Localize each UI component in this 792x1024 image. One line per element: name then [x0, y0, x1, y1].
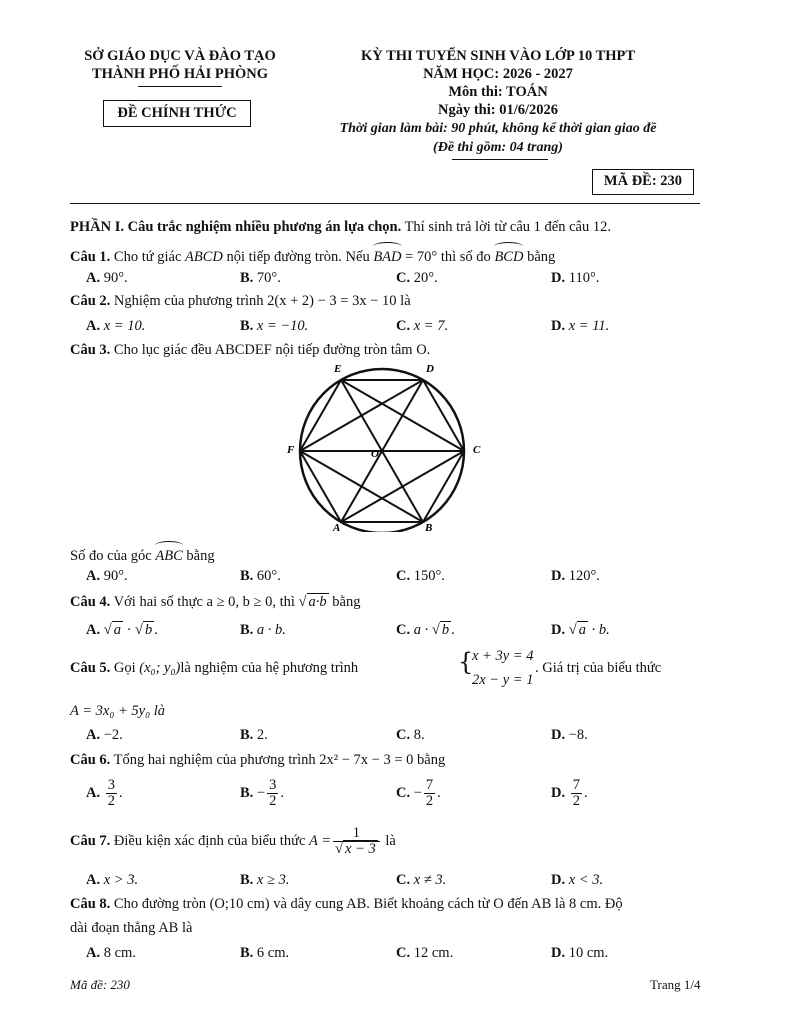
- system-eq1: x + 3y = 4: [472, 648, 534, 664]
- question-3-prompt: Số đo của góc ABC bằng: [70, 545, 215, 565]
- q8-option-a[interactable]: A. 8 cm.: [86, 945, 136, 961]
- header-underline: [138, 86, 222, 87]
- q2-option-b[interactable]: B. x = −10.: [240, 318, 309, 334]
- label-B: B: [425, 522, 433, 532]
- q7-option-d[interactable]: D. x < 3.: [551, 872, 604, 888]
- q1-option-c[interactable]: C. 20°.: [396, 270, 438, 286]
- q1-option-a[interactable]: A. 90°.: [86, 270, 128, 286]
- q3-option-a[interactable]: A. 90°.: [86, 568, 128, 584]
- label-A: A: [333, 522, 341, 532]
- q8-option-b[interactable]: B. 6 cm.: [240, 945, 290, 961]
- city-name: THÀNH PHỐ HẢI PHÒNG: [91, 66, 269, 82]
- exam-date: Ngày thi: 01/6/2026: [437, 102, 559, 118]
- subject: Môn thi: TOÁN: [448, 84, 548, 100]
- q6-option-d[interactable]: D. $\frac{7}{2}$ .: [551, 777, 588, 810]
- q7-option-c[interactable]: C. x ≠ 3.: [396, 872, 447, 888]
- question-5: Câu 5. Gọi (x₀; y₀)là nghiệm của hệ phương trình: [70, 660, 359, 676]
- footer-page: Trang 1/4: [650, 977, 701, 992]
- exam-title: KỲ THI TUYỂN SINH VÀO LỚP 10 THPT: [360, 48, 636, 64]
- q2-option-a[interactable]: A. x = 10.: [86, 318, 146, 334]
- label-E: E: [334, 363, 342, 375]
- q3-option-b[interactable]: B. 60°.: [240, 568, 281, 584]
- part1-title: PHẦN I. Câu trắc nghiệm nhiều phương án lựa chọn. Thí sinh trả lời từ câu 1 đến câu 12.: [70, 219, 611, 235]
- question-8-line2: dài đoạn thẳng AB là: [70, 920, 193, 936]
- department-name: SỞ GIÁO DỤC VÀ ĐÀO TẠO: [84, 48, 276, 64]
- question-5-line2: A = 3x₀ + 5y₀ là: [70, 703, 166, 719]
- q7-option-a[interactable]: A. x > 3.: [86, 872, 139, 888]
- school-year: NĂM HỌC: 2026 - 2027: [423, 66, 573, 82]
- q1-option-b[interactable]: B. 70°.: [240, 270, 281, 286]
- q6-option-b[interactable]: B. − $\frac{3}{2}$ .: [240, 777, 284, 810]
- official-label: ĐỀ CHÍNH THỨC: [117, 105, 237, 121]
- q1-option-d[interactable]: D. 110°.: [551, 270, 600, 286]
- label-D: D: [426, 363, 434, 375]
- header-underline-right: [452, 159, 548, 160]
- q2-option-c[interactable]: C. x = 7.: [396, 318, 449, 334]
- question-5-cont: . Giá trị của biểu thức: [535, 660, 662, 676]
- q8-option-c[interactable]: C. 12 cm.: [396, 945, 454, 961]
- q6-option-c[interactable]: C. − $\frac{7}{2}$ .: [396, 777, 441, 810]
- q5-option-d[interactable]: D. −8.: [551, 727, 588, 743]
- question-2: Câu 2. Nghiệm của phương trình 2(x + 2) − 3 = 3x − 10 là: [70, 293, 411, 309]
- duration: Thời gian làm bài: 90 phút, không kể thời gian giao đề: [339, 121, 657, 136]
- system-brace: {: [458, 648, 474, 676]
- question-1: Câu 1. Cho tứ giác ABCD nội tiếp đường tròn. Nếu BAD = 70° thì số đo BCD bằng: [70, 246, 555, 266]
- question-3: Câu 3. Cho lục giác đều ABCDEF nội tiếp đường tròn tâm O.: [70, 342, 431, 358]
- question-8: Câu 8. Cho đường tròn (O;10 cm) và dây cung AB. Biết khoảng cách từ O đến AB là 8 cm. Độ: [70, 896, 623, 912]
- system-eq2: 2x − y = 1: [472, 672, 534, 688]
- q4-option-c[interactable]: C. a · √ b .: [396, 622, 455, 638]
- label-C: C: [473, 444, 481, 456]
- q4-option-d[interactable]: D. √ a · b.: [551, 622, 610, 638]
- q3-option-c[interactable]: C. 150°.: [396, 568, 445, 584]
- question-7: Câu 7. Điều kiện xác định của biểu thức A = $\frac{1}{√ x - 3}$ là: [70, 825, 396, 858]
- q8-option-d[interactable]: D. 10 cm.: [551, 945, 609, 961]
- q6-option-a[interactable]: A. $\frac{3}{2}$ .: [86, 777, 123, 810]
- q2-option-d[interactable]: D. x = 11.: [551, 318, 610, 334]
- label-O: O: [371, 448, 379, 460]
- question-6: Câu 6. Tổng hai nghiệm của phương trình 2x² − 7x − 3 = 0 bằng: [70, 752, 446, 768]
- footer-code: Mã đề: 230: [70, 977, 130, 992]
- q5-option-b[interactable]: B. 2.: [240, 727, 268, 743]
- exam-code: MÃ ĐỀ: 230: [603, 173, 683, 189]
- q5-option-a[interactable]: A. −2.: [86, 727, 123, 743]
- q4-option-a[interactable]: A. √ a · √ b .: [86, 622, 158, 638]
- q5-option-c[interactable]: C. 8.: [396, 727, 425, 743]
- q3-option-d[interactable]: D. 120°.: [551, 568, 600, 584]
- hexagon-lines: [300, 380, 464, 522]
- hexagon-figure: [285, 360, 485, 532]
- q4-option-b[interactable]: B. a · b.: [240, 622, 286, 638]
- q7-option-b[interactable]: B. x ≥ 3.: [240, 872, 290, 888]
- label-F: F: [287, 444, 295, 456]
- question-4: Câu 4. Với hai số thực a ≥ 0, b ≥ 0, thì √ a·b bằng: [70, 594, 361, 610]
- page-count: (Đề thi gồm: 04 trang): [433, 140, 563, 155]
- header-divider: [70, 203, 700, 204]
